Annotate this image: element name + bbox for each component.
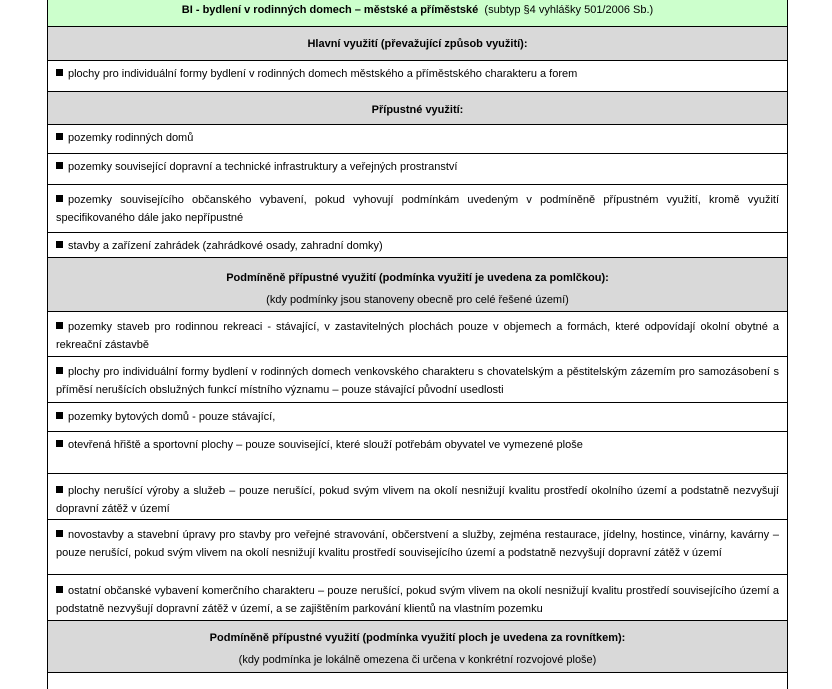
bullet-icon bbox=[56, 440, 63, 447]
bullet-icon bbox=[56, 69, 63, 76]
bullet-icon bbox=[56, 241, 63, 248]
list-item bbox=[48, 520, 787, 575]
section-title-hlavni: Hlavní využití (převažující způsob využití): bbox=[307, 38, 528, 50]
item-text: plochy pro individuální formy bydlení v rodinných domech městského a příměstského charakteru a forem bbox=[68, 68, 578, 80]
section-header-pripustne bbox=[48, 92, 787, 125]
section-header-podminene-2 bbox=[48, 621, 787, 673]
item-text: pozemky rodinných domů bbox=[68, 132, 194, 144]
table-title: BI - bydlení v rodinných domech – městské a příměstské bbox=[181, 4, 479, 16]
item-text: ostatní občanské vybavení komerčního charakteru – pouze nerušící, pokud svým vlivem na okolí nesnižují kvalitu prostředí souvisejícího území a podstatně nezvyšují dopravní zátěž v území, a se zajištěním parkování klientů na vlastním pozemku bbox=[56, 585, 779, 615]
list-item bbox=[48, 61, 787, 92]
list-item bbox=[48, 432, 787, 474]
section-title-pripustne: Přípustné využití: bbox=[371, 104, 464, 116]
empty-row bbox=[48, 673, 787, 689]
list-item bbox=[48, 233, 787, 258]
list-item bbox=[48, 154, 787, 185]
bullet-icon bbox=[56, 486, 63, 493]
bullet-icon bbox=[56, 162, 63, 169]
bullet-icon bbox=[56, 367, 63, 374]
section-title-podminene-2: Podmíněně přípustné využití (podmínka využití ploch je uvedena za rovnítkem): bbox=[209, 632, 626, 644]
list-item bbox=[48, 185, 787, 233]
section-note-podminene-2: (kdy podmínka je lokálně omezena či určena v konkrétní rozvojové ploše) bbox=[238, 654, 597, 666]
table-title-row bbox=[48, 0, 787, 27]
list-item bbox=[48, 575, 787, 621]
section-title-podminene: Podmíněně přípustné využití (podmínka využití je uvedena za pomlčkou): bbox=[226, 272, 609, 284]
list-item bbox=[48, 312, 787, 357]
section-note-podminene: (kdy podmínky jsou stanoveny obecně pro celé řešené území) bbox=[266, 294, 569, 306]
regulation-table bbox=[47, 0, 788, 689]
item-text: pozemky související dopravní a technické infrastruktury a veřejných prostranství bbox=[68, 161, 458, 173]
item-text: plochy pro individuální formy bydlení v rodinných domech venkovského charakteru s chovatelským a pěstitelským zázemím pro samozásobení s příměsí nerušících obslužných funkcí místního významu – pouze stávající původní usedlosti bbox=[56, 366, 779, 396]
item-text: pozemky staveb pro rodinnou rekreaci - stávající, v zastavitelných plochách pouze v objemech a formách, které odpovídají okolní obytné a rekreační zástavbě bbox=[56, 321, 779, 351]
item-text: otevřená hřiště a sportovní plochy – pouze související, které slouží potřebám obyvatel ve vymezené ploše bbox=[68, 439, 583, 451]
bullet-icon bbox=[56, 322, 63, 329]
bullet-icon bbox=[56, 133, 63, 140]
list-item bbox=[48, 403, 787, 432]
item-text: plochy nerušící výroby a služeb – pouze nerušící, pokud svým vlivem na okolí nesnižují kvalitu prostředí okolního území a podstatně nezvyšují dopravní zátěž v území bbox=[56, 485, 779, 515]
bullet-icon bbox=[56, 530, 63, 537]
bullet-icon bbox=[56, 586, 63, 593]
section-header-hlavni bbox=[48, 27, 787, 61]
item-text: pozemky souvisejícího občanského vybavení, pokud vyhovují podmínkám uvedeným v podmíněně přípustném využití, kromě využití specifikovaného dále jako nepřípustné bbox=[56, 194, 779, 224]
list-item bbox=[48, 125, 787, 154]
bullet-icon bbox=[56, 412, 63, 419]
list-item bbox=[48, 357, 787, 403]
list-item bbox=[48, 474, 787, 520]
bullet-icon bbox=[56, 195, 63, 202]
item-text: novostavby a stavební úpravy pro stavby pro veřejné stravování, občerstvení a služby, zejména restaurace, jídelny, hostince, vinárny, kavárny – pouze nerušící, pokud svým vlivem na okolí nesnižují kvalitu prostředí souvisejícího území a podstatně nezvyšují dopravní zátěž v území bbox=[56, 529, 779, 559]
table-subtitle: (subtyp §4 vyhlášky 501/2006 Sb.) bbox=[484, 4, 654, 16]
item-text: pozemky bytových domů - pouze stávající, bbox=[68, 411, 276, 423]
section-header-podminene bbox=[48, 258, 787, 312]
item-text: stavby a zařízení zahrádek (zahrádkové osady, zahradní domky) bbox=[68, 240, 383, 252]
